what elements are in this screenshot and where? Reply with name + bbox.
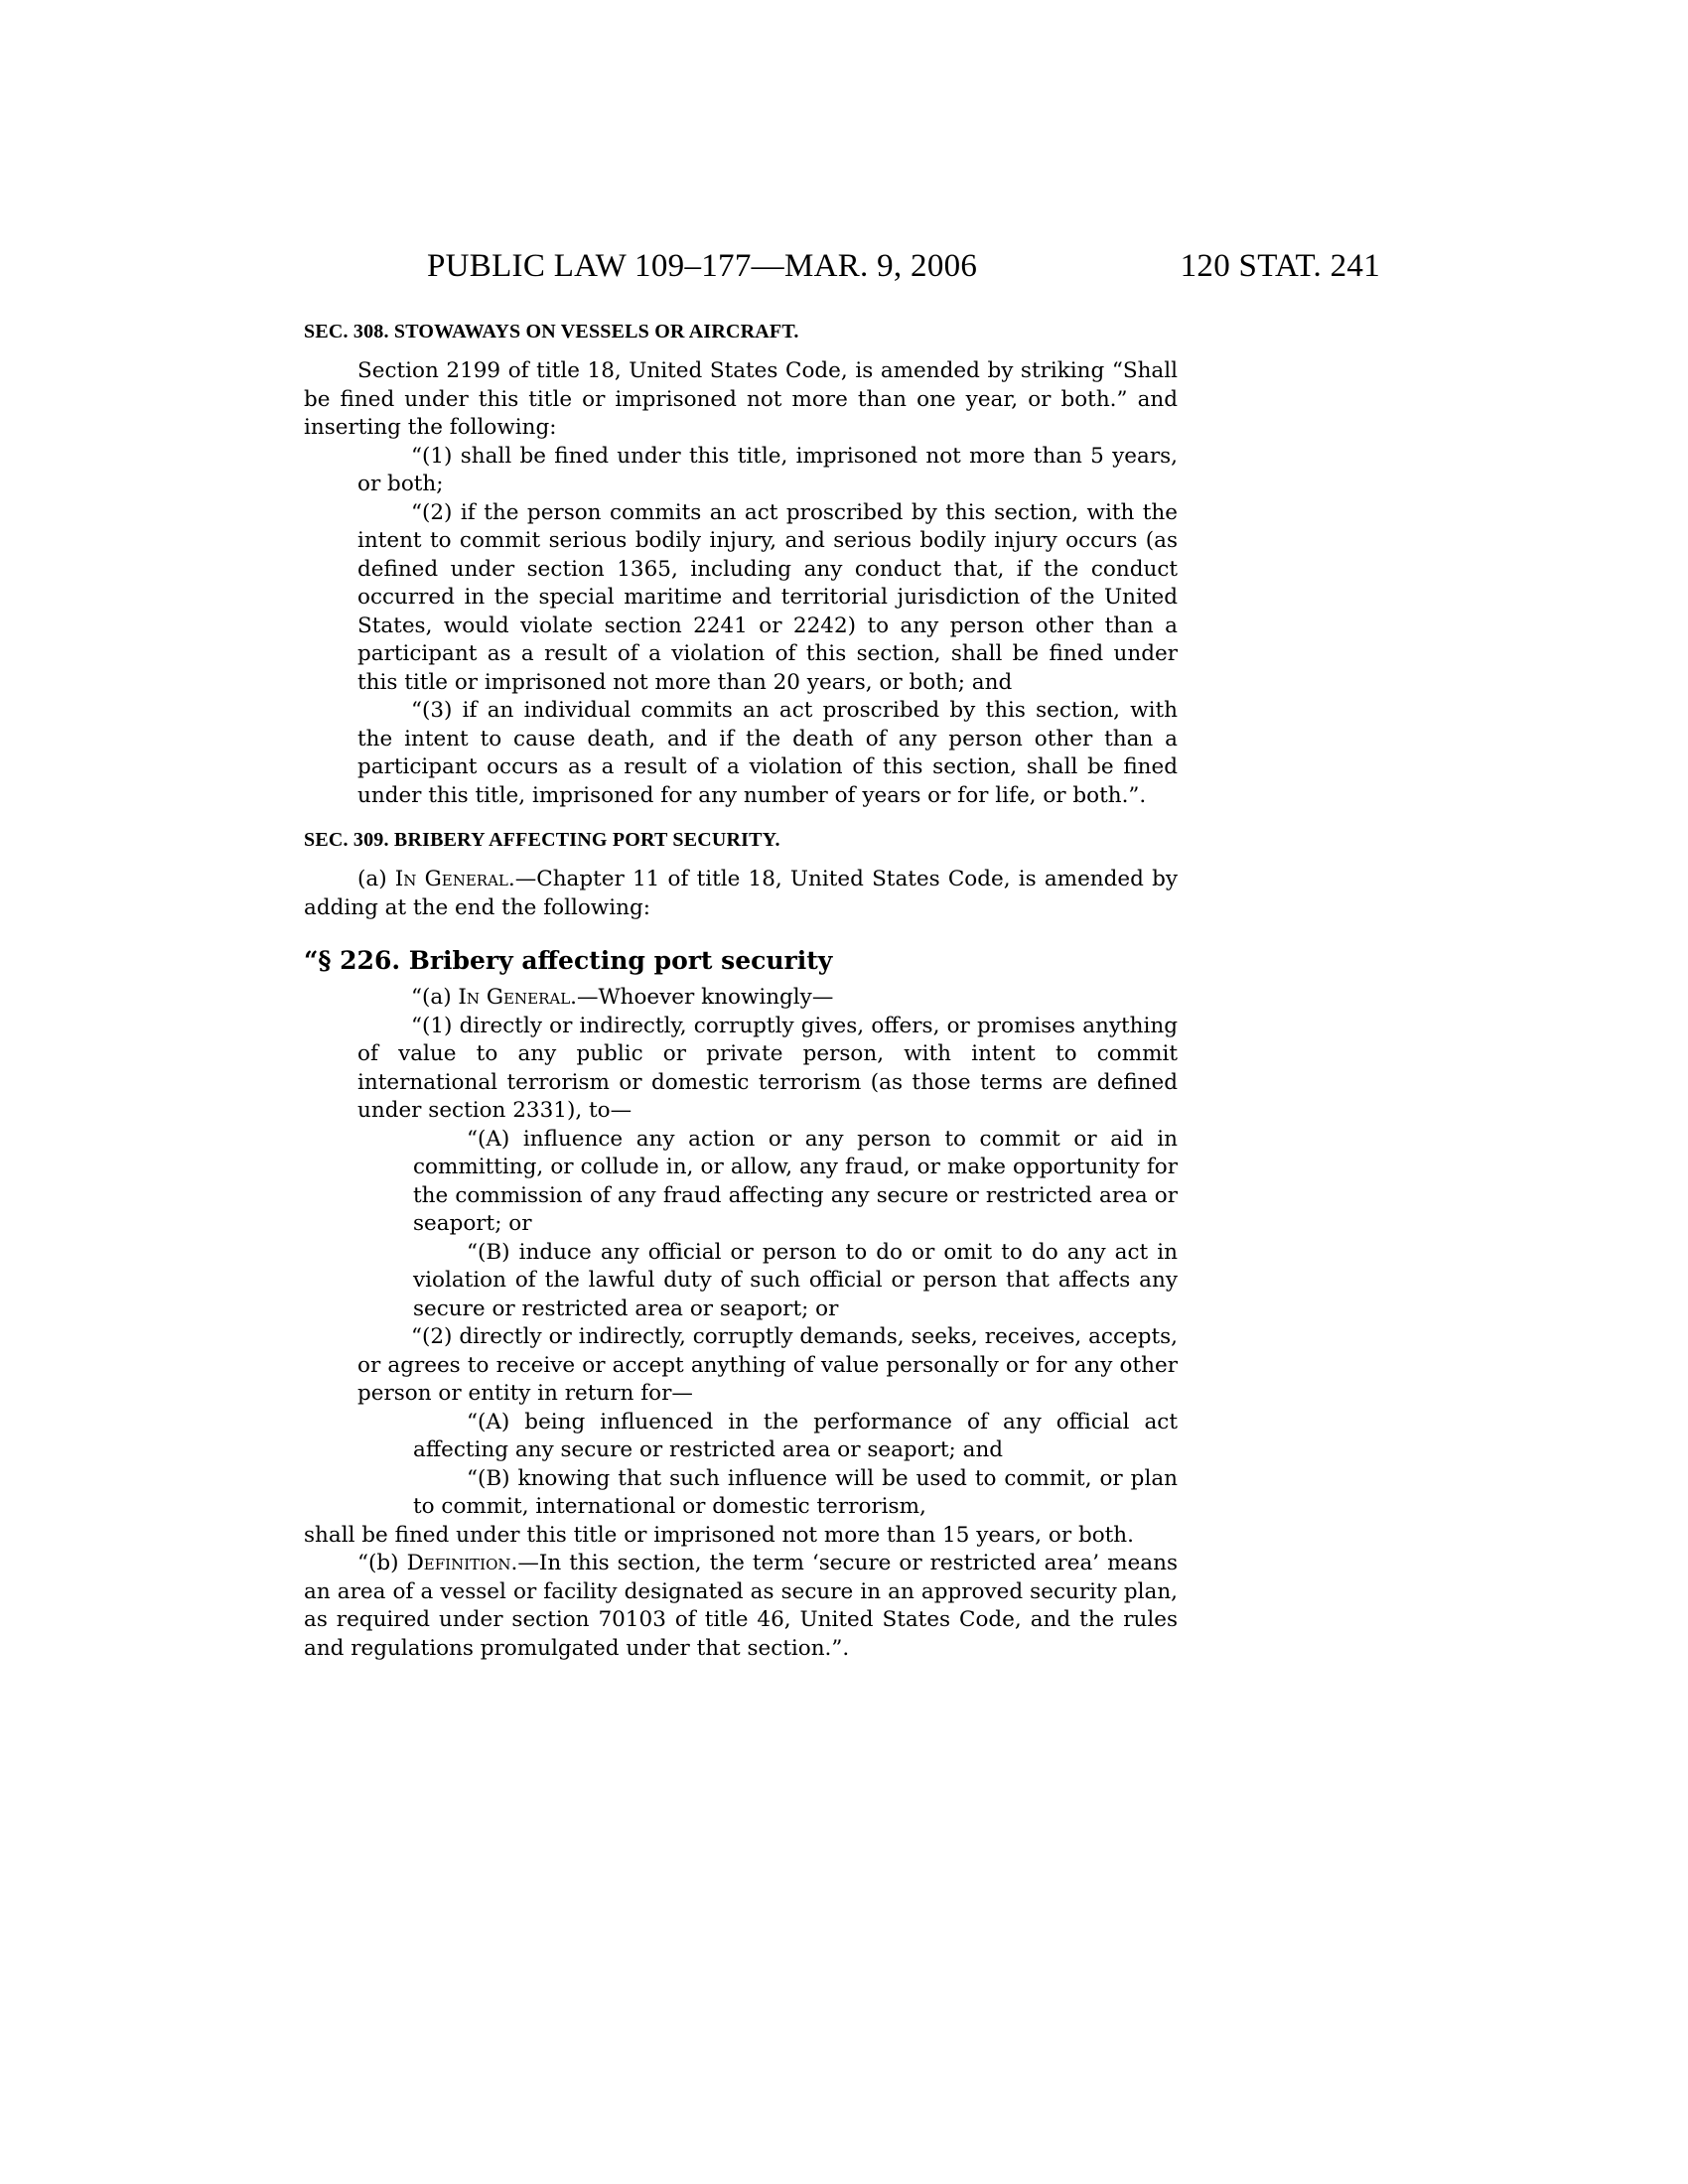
subsection-a-prefix: (a) — [357, 867, 395, 891]
section-308-para-1: “(1) shall be fined under this title, imprisoned not more than 5 years, or both; — [357, 443, 1178, 496]
section-226-para-1: “(1) directly or indirectly, corruptly gives, offers, or promises anything of value to any public or private person, with intent to commit international terrorism or domestic terrorism (as those terms are defined under section 2331), to— — [357, 1013, 1178, 1123]
section-308-intro: Section 2199 of title 18, United States Code, is amended by striking “Shall be fined under this title or imprisoned not more than one year, or both.” and inserting the following: — [304, 358, 1178, 440]
section-308-para-2: “(2) if the person commits an act proscribed by this section, with the intent to commit serious bodily injury, and serious bodily injury occurs (as defined under section 1365, including any conduct that, if the conduct occurred in the special maritime and territorial jurisdiction of the United States, would violate section 2241 or 2242) to any person other than a participant as a result of a violation of this section, shall be fined under this title or imprisoned not more than 20 years, or both; and — [357, 499, 1178, 695]
subsection-a-text: .—Chapter 11 of title 18, United States Code, is amended by adding at the end the following: — [304, 867, 1178, 920]
section-226-subsection-a — [304, 984, 1178, 1013]
s226-b-text: .—In this section, the term ‘secure or restricted area’ means an area of a vessel or facility designated as secure in an approved security plan, as required under section 70103 of title 46, United States Code, and the rules and regulations promulgated under that section.”. — [304, 1551, 1178, 1661]
section-309-heading: SEC. 309. BRIBERY AFFECTING PORT SECURITY. — [304, 829, 780, 851]
section-308-para-3: “(3) if an individual commits an act proscribed by this section, with the intent to cause death, and if the death of any person other than a participant occurs as a result of a violation of this section, shall be fined under this title, imprisoned for any number of years or for life, or both.”. — [357, 698, 1178, 808]
s226-b-label: Definition — [406, 1551, 511, 1575]
section-226-para-1B: “(B) induce any official or person to do or omit to do any act in violation of the lawful duty of such official or person that affects any secure or restricted area or seaport; or — [413, 1239, 1178, 1321]
section-226-para-2B: “(B) knowing that such influence will be used to commit, or plan to commit, international or domestic terrorism, — [413, 1465, 1178, 1519]
s226-a-text: .—Whoever knowingly— — [570, 985, 834, 1010]
s226-b-prefix: “(b) — [357, 1551, 407, 1575]
section-226-subsection-b — [304, 1550, 1178, 1663]
running-head-title: PUBLIC LAW 109–177—MAR. 9, 2006 — [427, 248, 978, 284]
subsection-a-label: In General — [394, 867, 508, 891]
running-head — [427, 248, 1380, 288]
section-226-para-2: “(2) directly or indirectly, corruptly demands, seeks, receives, accepts, or agrees to receive or accept anything of value personally or for any other person or entity in return for— — [357, 1324, 1178, 1406]
section-308-heading: SEC. 308. STOWAWAYS ON VESSELS OR AIRCRAFT. — [304, 321, 799, 342]
section-226-closing: shall be fined under this title or imprisoned not more than 15 years, or both. — [304, 1522, 1134, 1548]
s226-a-label: In General — [458, 985, 571, 1010]
section-226-title: “§ 226. Bribery affecting port security — [304, 946, 833, 975]
s226-a-prefix: “(a) — [411, 985, 459, 1010]
section-309-subsection-a — [304, 866, 1178, 922]
section-226-para-1A: “(A) influence any action or any person to commit or aid in committing, or collude in, or allow, any fraud, or make opportunity for the commission of any fraud affecting any secure or restricted area or seaport; or — [413, 1126, 1178, 1236]
running-head-stat-page: 120 STAT. 241 — [1180, 248, 1380, 284]
document-body — [304, 320, 1178, 1663]
section-226-para-2A: “(A) being influenced in the performance of any official act affecting any secure or restricted area or seaport; and — [413, 1409, 1178, 1462]
